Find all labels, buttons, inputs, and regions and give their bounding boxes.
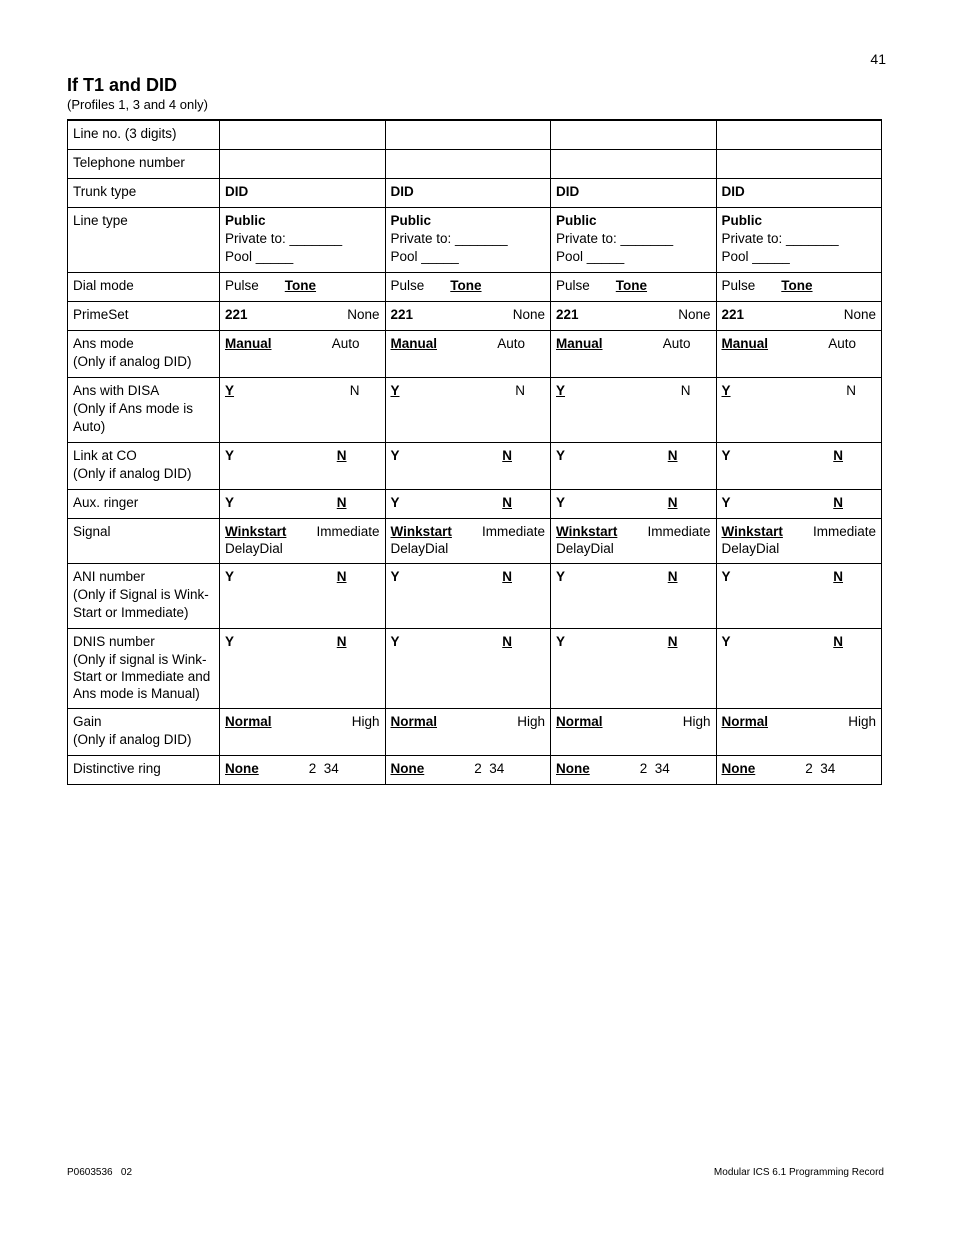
normal-option: Normal [225, 714, 272, 729]
row-label: Trunk type [68, 179, 220, 208]
row-label: DNIS number (Only if signal is Wink-Start or Immediate and Ans mode is Manual) [68, 629, 220, 709]
auto-option: Auto [331, 336, 360, 351]
pulse-option: Pulse [225, 278, 259, 293]
yes-option: Y [390, 634, 400, 649]
trunk-type-value: DID [225, 184, 249, 199]
entry-cell [220, 443, 386, 490]
entry-cell [385, 179, 551, 208]
normal-option: Normal [390, 714, 438, 729]
immediate-option: Immediate [316, 524, 380, 539]
entry-cell [716, 273, 882, 302]
no-option: N [667, 634, 678, 649]
row-label: Line no. (3 digits) [68, 120, 220, 150]
primeset-none-option: None [678, 307, 711, 322]
yes-option: Y [721, 383, 731, 398]
no-option: N [336, 448, 347, 463]
row-label: ANI number (Only if Signal is Wink-Start or Immediate) [68, 564, 220, 629]
entry-cell [716, 179, 882, 208]
manual-option: Manual [390, 336, 438, 351]
entry-cell [385, 302, 551, 331]
no-option: N [336, 495, 347, 510]
yes-option: Y [721, 634, 731, 649]
entry-cell [385, 443, 551, 490]
footer-doc-title: Modular ICS 6.1 Programming Record [713, 1167, 884, 1178]
primeset-221-option: 221 [390, 307, 414, 322]
entry-cell [551, 490, 717, 519]
auto-option: Auto [828, 336, 856, 351]
public-option: Public [721, 213, 763, 228]
entry-cell [551, 302, 717, 331]
no-option: N [336, 569, 347, 584]
yes-option: Y [225, 495, 235, 510]
pulse-option: Pulse [721, 278, 756, 293]
normal-option: Normal [721, 714, 769, 729]
entry-cell [716, 756, 882, 785]
ring-pattern-options: 2 34 [474, 761, 505, 776]
no-option: N [502, 495, 512, 510]
entry-cell [385, 629, 551, 709]
row-aux-ringer [68, 490, 882, 519]
entry-cell [220, 208, 386, 273]
immediate-option: Immediate [481, 524, 545, 539]
delaydial-option: DelayDial [225, 541, 283, 556]
programming-record-table [67, 119, 882, 785]
no-option: N [667, 448, 678, 463]
entry-cell [551, 564, 717, 629]
entry-cell [220, 331, 386, 378]
row-telephone [68, 150, 882, 179]
no-option: N [502, 634, 512, 649]
entry-cell [220, 490, 386, 519]
yes-option: Y [721, 448, 731, 463]
row-label: Ans with DISA (Only if Ans mode is Auto) [68, 378, 220, 443]
entry-cell [716, 150, 882, 179]
primeset-221-option: 221 [721, 307, 745, 322]
footer-doc-id: P0603536 02 [67, 1167, 133, 1178]
pulse-option: Pulse [390, 278, 425, 293]
entry-cell [551, 179, 717, 208]
entry-cell [220, 709, 386, 756]
entry-cell [716, 120, 882, 150]
entry-cell [551, 519, 717, 564]
no-option: N [515, 383, 525, 398]
immediate-option: Immediate [647, 524, 711, 539]
entry-cell [716, 378, 882, 443]
no-option: N [349, 383, 360, 398]
row-signal [68, 519, 882, 564]
normal-option: Normal [556, 714, 603, 729]
entry-cell [716, 564, 882, 629]
entry-cell [385, 273, 551, 302]
yes-option: Y [556, 569, 566, 584]
entry-cell [385, 709, 551, 756]
delaydial-option: DelayDial [390, 541, 449, 556]
winkstart-option: Winkstart [721, 524, 783, 539]
ring-pattern-options: 2 34 [639, 761, 670, 776]
row-distinctive-ring [68, 756, 882, 785]
yes-option: Y [225, 448, 235, 463]
entry-cell [385, 331, 551, 378]
immediate-option: Immediate [812, 524, 876, 539]
delaydial-option: DelayDial [556, 541, 614, 556]
yes-option: Y [225, 634, 235, 649]
row-ans-disa [68, 378, 882, 443]
auto-option: Auto [662, 336, 691, 351]
manual-option: Manual [721, 336, 769, 351]
entry-cell [716, 208, 882, 273]
pool-option: Pool _____ [556, 249, 625, 264]
entry-cell [220, 273, 386, 302]
yes-option: Y [721, 495, 731, 510]
tone-option: Tone [781, 278, 813, 293]
entry-cell [716, 490, 882, 519]
row-label: Distinctive ring [68, 756, 220, 785]
entry-cell [220, 564, 386, 629]
tone-option: Tone [615, 278, 648, 293]
entry-cell [385, 519, 551, 564]
no-option: N [667, 569, 678, 584]
ring-none-option: None [225, 761, 259, 776]
yes-option: Y [556, 495, 566, 510]
yes-option: Y [225, 569, 235, 584]
trunk-type-value: DID [721, 184, 745, 199]
row-line-type [68, 208, 882, 273]
entry-cell [220, 519, 386, 564]
high-option: High [351, 714, 380, 729]
private-to-option: Private to: _______ [390, 231, 508, 246]
high-option: High [848, 714, 876, 729]
private-to-option: Private to: _______ [225, 231, 343, 246]
row-label: Ans mode (Only if analog DID) [68, 331, 220, 378]
yes-option: Y [390, 569, 400, 584]
primeset-221-option: 221 [556, 307, 579, 322]
primeset-none-option: None [347, 307, 380, 322]
yes-option: Y [390, 383, 400, 398]
entry-cell [716, 331, 882, 378]
tone-option: Tone [284, 278, 317, 293]
row-ani [68, 564, 882, 629]
primeset-221-option: 221 [225, 307, 248, 322]
no-option: N [502, 448, 512, 463]
manual-option: Manual [225, 336, 272, 351]
yes-option: Y [225, 383, 235, 398]
no-option: N [833, 634, 843, 649]
section-title: If T1 and DID [67, 75, 178, 95]
ring-pattern-options: 2 34 [805, 761, 836, 776]
entry-cell [551, 629, 717, 709]
row-label: PrimeSet [68, 302, 220, 331]
manual-option: Manual [556, 336, 603, 351]
no-option: N [833, 495, 843, 510]
entry-cell [551, 331, 717, 378]
entry-cell [716, 519, 882, 564]
no-option: N [667, 495, 678, 510]
entry-cell [385, 378, 551, 443]
entry-cell [385, 756, 551, 785]
entry-cell [220, 302, 386, 331]
row-label: Signal [68, 519, 220, 564]
yes-option: Y [556, 448, 566, 463]
page-number: 41 [870, 51, 886, 67]
row-label: Dial mode [68, 273, 220, 302]
entry-cell [385, 490, 551, 519]
entry-cell [551, 378, 717, 443]
pulse-option: Pulse [556, 278, 590, 293]
no-option: N [833, 448, 843, 463]
row-label: Gain (Only if analog DID) [68, 709, 220, 756]
row-label: Line type [68, 208, 220, 273]
entry-cell [220, 120, 386, 150]
entry-cell [551, 273, 717, 302]
pool-option: Pool _____ [225, 249, 294, 264]
ring-none-option: None [721, 761, 756, 776]
pool-option: Pool _____ [390, 249, 459, 264]
entry-cell [385, 564, 551, 629]
ring-pattern-options: 2 34 [308, 761, 339, 776]
public-option: Public [556, 213, 597, 228]
row-line-no [68, 120, 882, 150]
entry-cell [551, 150, 717, 179]
public-option: Public [390, 213, 432, 228]
yes-option: Y [390, 448, 400, 463]
delaydial-option: DelayDial [721, 541, 780, 556]
no-option: N [833, 569, 843, 584]
winkstart-option: Winkstart [225, 524, 287, 539]
row-ans-mode [68, 331, 882, 378]
entry-cell [716, 709, 882, 756]
private-to-option: Private to: _______ [721, 231, 839, 246]
pool-option: Pool _____ [721, 249, 790, 264]
entry-cell [551, 756, 717, 785]
row-label: Link at CO (Only if analog DID) [68, 443, 220, 490]
tone-option: Tone [450, 278, 482, 293]
winkstart-option: Winkstart [556, 524, 618, 539]
entry-cell [220, 179, 386, 208]
public-option: Public [225, 213, 266, 228]
no-option: N [846, 383, 856, 398]
yes-option: Y [721, 569, 731, 584]
entry-cell [220, 756, 386, 785]
entry-cell [551, 443, 717, 490]
yes-option: Y [556, 634, 566, 649]
entry-cell [385, 150, 551, 179]
row-primeset [68, 302, 882, 331]
row-label: Aux. ringer [68, 490, 220, 519]
entry-cell [551, 709, 717, 756]
primeset-none-option: None [512, 307, 545, 322]
entry-cell [551, 120, 717, 150]
row-label: Telephone number [68, 150, 220, 179]
private-to-option: Private to: _______ [556, 231, 674, 246]
row-link-co [68, 443, 882, 490]
entry-cell [220, 378, 386, 443]
row-dnis [68, 629, 882, 709]
ring-none-option: None [556, 761, 590, 776]
yes-option: Y [390, 495, 400, 510]
entry-cell [385, 120, 551, 150]
row-dial-mode [68, 273, 882, 302]
auto-option: Auto [497, 336, 525, 351]
no-option: N [336, 634, 347, 649]
trunk-type-value: DID [390, 184, 414, 199]
primeset-none-option: None [843, 307, 876, 322]
entry-cell [716, 629, 882, 709]
entry-cell [716, 443, 882, 490]
high-option: High [517, 714, 545, 729]
entry-cell [551, 208, 717, 273]
section-subtitle: (Profiles 1, 3 and 4 only) [67, 97, 208, 112]
entry-cell [220, 150, 386, 179]
row-gain [68, 709, 882, 756]
yes-option: Y [556, 383, 566, 398]
entry-cell [220, 629, 386, 709]
entry-cell [385, 208, 551, 273]
ring-none-option: None [390, 761, 425, 776]
no-option: N [502, 569, 512, 584]
row-trunk-type [68, 179, 882, 208]
trunk-type-value: DID [556, 184, 580, 199]
high-option: High [682, 714, 711, 729]
entry-cell [716, 302, 882, 331]
winkstart-option: Winkstart [390, 524, 452, 539]
no-option: N [680, 383, 691, 398]
